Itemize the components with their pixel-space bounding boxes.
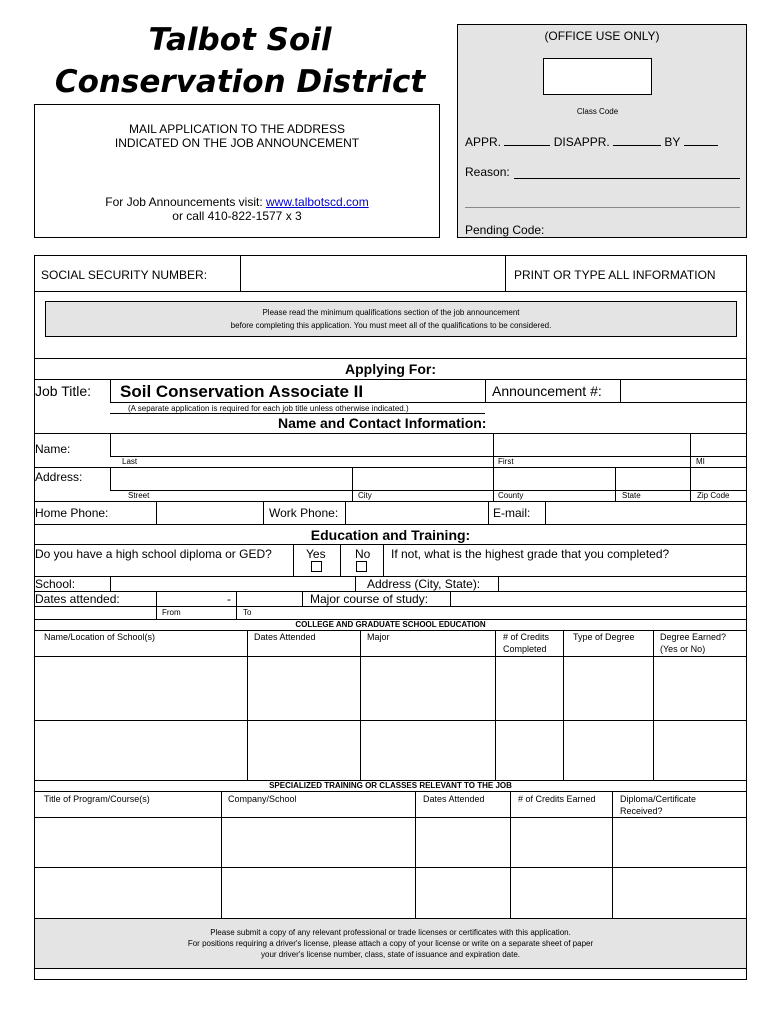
home-phone-input[interactable] [157,502,263,524]
county-input[interactable] [494,468,615,490]
dates-attended-label: Dates attended: [35,592,120,606]
mail-instructions-box [34,104,440,238]
announcement-input[interactable] [621,380,746,402]
divider [293,544,294,576]
col-diploma-line1: Diploma/Certificate [620,794,697,804]
pending-code-label: Pending Code: [465,223,545,237]
state-input[interactable] [616,468,690,490]
divider [485,379,486,402]
city-input[interactable] [353,468,493,490]
email-label: E-mail: [493,506,531,520]
divider [355,576,356,591]
reason-field-2[interactable] [465,207,740,208]
school-label: School: [35,577,76,591]
education-heading: Education and Training: [310,527,471,543]
no-checkbox[interactable] [356,561,367,572]
footer-line-1: Please submit a copy of any relevant professional or trade licenses or certificates with this application. [210,928,571,937]
appr-label: APPR. [465,135,502,149]
school-input[interactable] [111,577,355,591]
col-diploma-line2: Received? [620,806,663,816]
col-major: Major [367,632,390,642]
state-label: State [622,491,641,500]
reason-label: Reason: [465,165,510,179]
divider [34,791,747,792]
by-field[interactable] [684,145,718,146]
divider [110,456,747,457]
license-notice [35,919,746,969]
address-label: Address: [35,470,83,484]
notice-line-1: Please read the minimum qualifications section of the job announcement [262,308,520,317]
divider [34,630,747,631]
district-title-line2: Conservation District [54,64,426,100]
ssn-label: SOCIAL SECURITY NUMBER: [41,268,208,282]
footer-line-2: For positions requiring a driver's license, please attach a copy of your license or write on a separate sheet of paper [187,939,594,948]
col-credits-line2: Completed [503,644,547,654]
appr-field[interactable] [504,145,550,146]
divider [488,501,489,524]
home-phone-label: Home Phone: [35,506,109,520]
office-use-title: (OFFICE USE ONLY) [544,29,660,43]
last-name-input[interactable] [111,434,493,456]
college-row[interactable] [35,721,746,779]
col-credits-line1: # of Credits [503,632,550,642]
county-label: County [498,491,524,500]
street-input[interactable] [111,468,352,490]
divider [34,606,747,607]
divider [34,524,747,525]
announcement-label: Announcement #: [492,383,602,399]
first-name-input[interactable] [494,434,690,456]
col-program: Title of Program/Course(s) [44,794,150,804]
col-degree-earned-line2: (Yes or No) [660,644,706,654]
mi-input[interactable] [691,434,746,456]
visit-prefix: For Job Announcements visit: [105,195,267,209]
divider [383,544,384,576]
mi-label: MI [696,457,705,466]
office-use-box [457,24,747,238]
zip-label: Zip Code [697,491,730,500]
job-title-label: Job Title: [35,383,92,399]
visit-line [35,195,439,209]
from-date-input[interactable] [157,592,222,606]
ssn-input[interactable] [241,256,505,291]
divider [34,358,747,359]
diploma-question: Do you have a high school diploma or GED? [35,547,272,561]
approval-line [465,135,718,149]
contact-heading: Name and Contact Information: [278,415,487,431]
college-heading: COLLEGE AND GRADUATE SCHOOL EDUCATION [295,620,486,629]
col-school-name: Name/Location of School(s) [44,632,156,642]
print-instruction: PRINT OR TYPE ALL INFORMATION [514,268,716,282]
major-study-label: Major course of study: [310,592,429,606]
email-input[interactable] [546,502,746,524]
col-degree-earned-line1: Degree Earned? [660,632,727,642]
divider [302,591,303,606]
last-label: Last [122,457,138,466]
district-title-line1: Talbot Soil [148,22,332,58]
disappr-label: DISAPPR. [553,135,610,149]
divider [34,291,747,292]
date-dash: - [227,592,231,606]
training-row[interactable] [35,818,746,866]
disappr-field[interactable] [613,145,661,146]
col-degree-type: Type of Degree [573,632,635,642]
college-row[interactable] [35,657,746,719]
divider [110,402,747,403]
mail-line-2: INDICATED ON THE JOB ANNOUNCEMENT [114,136,360,150]
notice-line-2: before completing this application. You must meet all of the qualifications to be considered. [230,321,552,330]
footer-line-3: your driver's license number, class, state of issuance and expiration date. [261,950,520,959]
school-address-input[interactable] [499,577,746,591]
col-credits-earned: # of Credits Earned [518,794,596,804]
training-row[interactable] [35,868,746,917]
yes-checkbox[interactable] [311,561,322,572]
zip-input[interactable] [691,468,746,490]
city-label: City [358,491,372,500]
to-label: To [243,608,252,617]
no-label: No [355,547,371,561]
major-study-input[interactable] [451,592,746,606]
work-phone-input[interactable] [346,502,488,524]
divider [110,413,485,414]
divider [110,490,747,491]
applying-for-heading: Applying For: [345,361,436,377]
class-code-field[interactable] [543,58,652,95]
qualifications-notice [45,301,737,337]
mail-line-1: MAIL APPLICATION TO THE ADDRESS [128,122,346,136]
from-label: From [162,608,181,617]
school-address-label: Address (City, State): [367,577,481,591]
website-link[interactable]: www.talbotscd.com [266,195,369,209]
class-code-label: Class Code [576,107,619,116]
col-dates-attended: Dates Attended [254,632,316,642]
separate-application-note: (A separate application is required for each job title unless otherwise indicated.) [128,404,409,413]
training-heading: SPECIALIZED TRAINING OR CLASSES RELEVANT TO THE JOB [269,781,512,790]
divider [263,501,264,524]
yes-label: Yes [306,547,326,561]
divider [505,255,506,291]
first-label: First [498,457,514,466]
col-training-dates: Dates Attended [423,794,485,804]
highest-grade-question: If not, what is the highest grade that you completed? [391,547,670,561]
col-company: Company/School [228,794,297,804]
divider [340,544,341,576]
street-label: Street [128,491,150,500]
to-date-input[interactable] [237,592,302,606]
divider [34,544,747,545]
call-line: or call 410-822-1577 x 3 [172,209,302,223]
reason-field[interactable] [514,178,740,179]
work-phone-label: Work Phone: [269,506,339,520]
by-label: BY [664,135,681,149]
job-title-value[interactable]: Soil Conservation Associate II [120,382,364,401]
divider [110,379,111,402]
name-label: Name: [35,442,71,456]
